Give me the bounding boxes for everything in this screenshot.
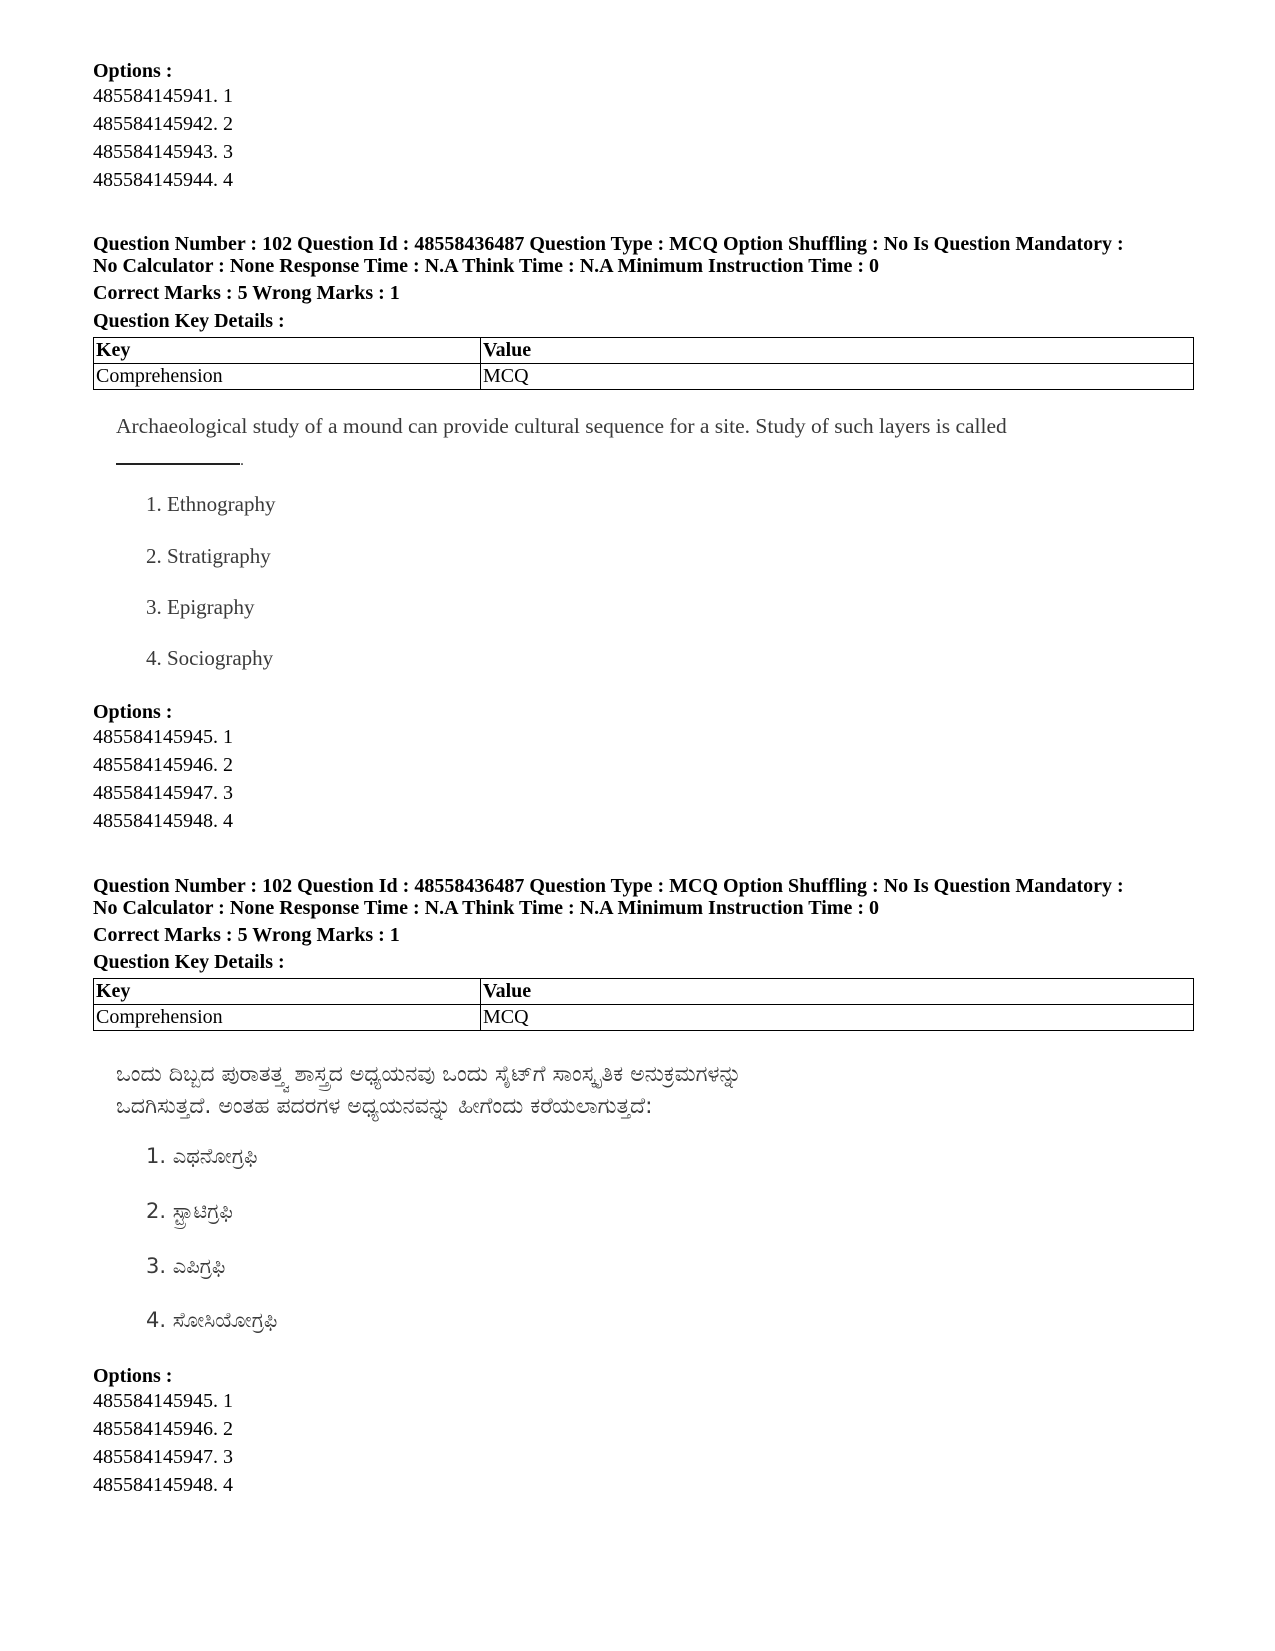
question-image-kannada: [116, 1058, 1116, 1348]
question-meta-line1: Question Number : 102 Question Id : 48558436487 Question Type : MCQ Option Shuffling : No Is Question Mandatory :: [93, 233, 1124, 255]
blank-end: .: [240, 452, 244, 469]
options-list: [93, 723, 233, 835]
question-marks: Correct Marks : 5 Wrong Marks : 1: [93, 282, 400, 304]
choice-item: 4. Sociography: [146, 646, 274, 670]
table-cell-value: MCQ: [481, 1005, 1194, 1031]
choice-item: 2. ಸ್ಟ್ರಾಟಿಗ್ರಫಿ: [146, 1199, 233, 1223]
option-item: 485584145948. 4: [93, 810, 233, 832]
choice-item: 3. Epigraphy: [146, 595, 255, 619]
table-row: [94, 364, 1194, 390]
table-cell-value: MCQ: [481, 364, 1194, 390]
table-cell-key: Comprehension: [94, 1005, 481, 1031]
choice-item: 3. ಎಪಿಗ್ರಫಿ: [146, 1254, 226, 1278]
question-meta-line1: Question Number : 102 Question Id : 48558436487 Question Type : MCQ Option Shuffling : No Is Question Mandatory :: [93, 875, 1124, 897]
question-meta-line2: No Calculator : None Response Time : N.A Think Time : N.A Minimum Instruction Time : 0: [93, 897, 879, 919]
options-heading: Options :: [93, 60, 173, 82]
options-list: [93, 82, 233, 194]
option-item: 485584145948. 4: [93, 1474, 233, 1496]
question-marks: Correct Marks : 5 Wrong Marks : 1: [93, 924, 400, 946]
table-header-value: Value: [481, 979, 1194, 1005]
option-item: 485584145942. 2: [93, 113, 233, 135]
question-key-table: [93, 337, 1194, 390]
option-item: 485584145947. 3: [93, 782, 233, 804]
choice-item: 2. Stratigraphy: [146, 544, 271, 568]
question-blank: [116, 449, 1116, 470]
choice-item: 4. ಸೋಸಿಯೋಗ್ರಫಿ: [146, 1308, 278, 1332]
option-item: 485584145941. 1: [93, 85, 233, 107]
table-row: [94, 1005, 1194, 1031]
question-key-details-heading: Question Key Details :: [93, 951, 285, 973]
options-heading: Options :: [93, 1365, 173, 1387]
question-stem-line2: ಒದಗಿಸುತ್ತದೆ. ಅಂತಹ ಪದರಗಳ ಅಧ್ಯಯನವನ್ನು ಹೀಗೆಂದು ಕರೆಯಲಾಗುತ್ತದೆ:: [116, 1094, 653, 1119]
question-stem-line1: ಒಂದು ದಿಬ್ಬದ ಪುರಾತತ್ತ್ವ ಶಾಸ್ತ್ರದ ಅಧ್ಯಯನವು ಒಂದು ಸೈಟ್‌ಗೆ ಸಾಂಸ್ಕೃತಿಕ ಅನುಕ್ರಮಗಳನ್ನು: [116, 1062, 742, 1087]
table-header-key: Key: [94, 338, 481, 364]
option-item: 485584145945. 1: [93, 1390, 233, 1412]
option-item: 485584145944. 4: [93, 169, 233, 191]
blank-line: [116, 449, 240, 465]
table-cell-key: Comprehension: [94, 364, 481, 390]
question-key-table: [93, 978, 1194, 1031]
choice-item: 1. Ethnography: [146, 492, 276, 516]
option-item: 485584145946. 2: [93, 754, 233, 776]
option-item: 485584145946. 2: [93, 1418, 233, 1440]
table-header-key: Key: [94, 979, 481, 1005]
choice-item: 1. ಎಥನೋಗ್ರಫಿ: [146, 1144, 258, 1168]
table-header-row: [94, 979, 1194, 1005]
table-header-value: Value: [481, 338, 1194, 364]
option-item: 485584145947. 3: [93, 1446, 233, 1468]
option-item: 485584145943. 3: [93, 141, 233, 163]
question-image-english: [116, 414, 1116, 684]
question-key-details-heading: Question Key Details :: [93, 310, 285, 332]
question-stem: Archaeological study of a mound can provide cultural sequence for a site. Study of such layers is called: [116, 414, 1007, 438]
table-header-row: [94, 338, 1194, 364]
question-meta-line2: No Calculator : None Response Time : N.A Think Time : N.A Minimum Instruction Time : 0: [93, 255, 879, 277]
options-list: [93, 1387, 233, 1499]
option-item: 485584145945. 1: [93, 726, 233, 748]
options-heading: Options :: [93, 701, 173, 723]
